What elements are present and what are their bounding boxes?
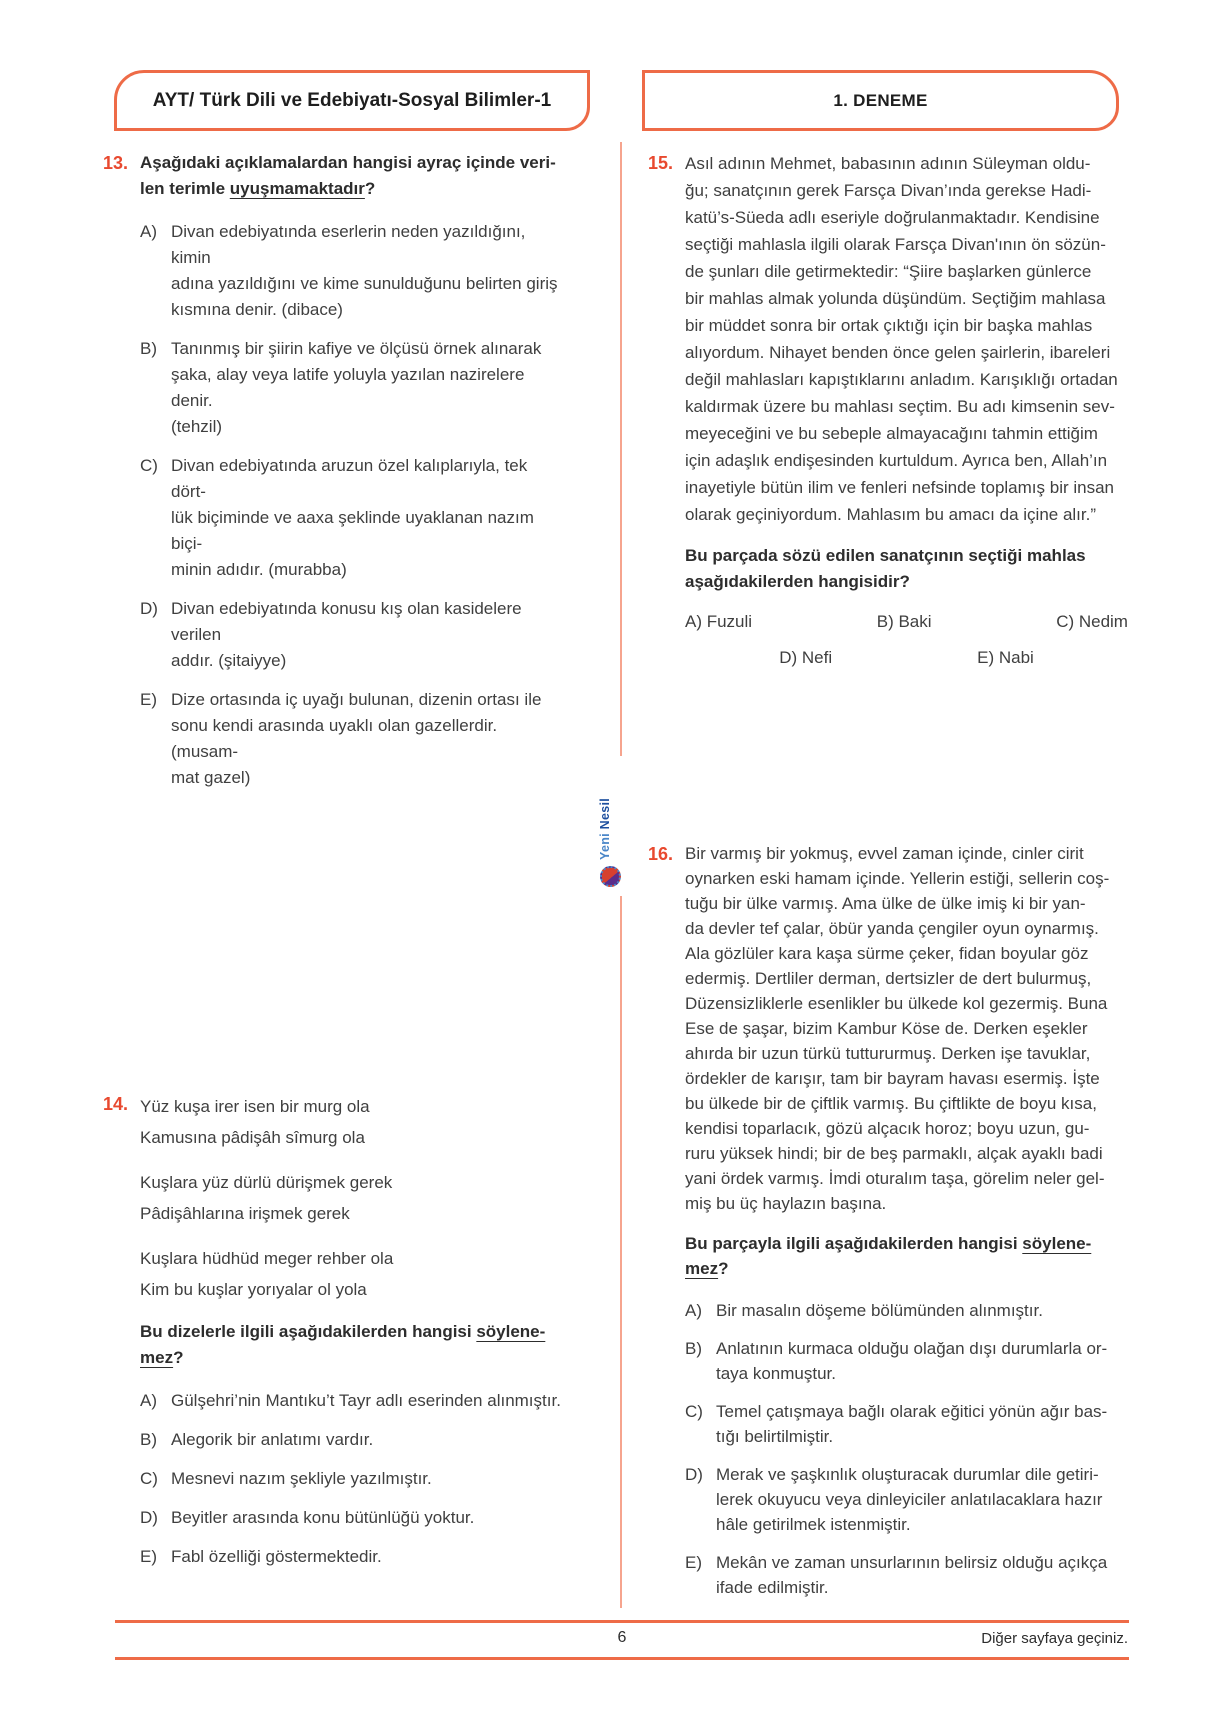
- footer-rule-top: [115, 1620, 1129, 1623]
- option-e: E) Fabl özelliği göstermektedir.: [140, 1547, 382, 1566]
- option-c: C) Divan edebiyatında aruzun özel kalıplarıyla, tek dört- lük biçiminde ve aaxa şeklinde uyaklanan nazım biçi- minin adıdır. (murabba): [140, 456, 534, 579]
- question-13-options: [140, 219, 565, 791]
- next-page-note: Diğer sayfaya geçiniz.: [981, 1630, 1128, 1647]
- option-c: C) Nedim: [1056, 612, 1128, 631]
- question-number: 13.: [103, 153, 129, 173]
- question-15: [648, 150, 1128, 671]
- question-16-passage: Bir varmış bir yokmuş, evvel zaman içinde, cinler cirit oynarken eski hamam içinde. Yellerin estiği, sellerin coş- tuğu bir ülke varmış. Ama ülke de ülke imiş ki bir yan- da devler tef çalar, öbür yanda çengiler oyun oynarmış. Ala gözlüler kara kaşa sürme çeker, fidan boyular göz edermiş. Dertliler derman, dertsizler de dert bulurmuş, Düzensizliklerle esenlikler bu ülkede kol gezermiş. Buna Ese de şaşar, bizim Kambur Köse de. Derken eşekler ahırda bir uzun türkü tuttururmuş. Derken işe tavuklar, ördekler de karışır, tam bir bayram havası esermiş. İşte bu ülkede bir de çiftlik varmış. Bu çiftlikte de boyu kısa, kendisi toparlacık, gözü alçacık horoz; boyu uzun, gu- ruru yüksek hindi; bir de beş parmaklı, alçak ayaklı badi yani ördek varmış. İmdi oturalım taşa, görelim neler gel- miş bu üç haylazın başına.: [685, 844, 1110, 1213]
- option-c: C) Mesnevi nazım şekliyle yazılmıştır.: [140, 1469, 432, 1488]
- option-e: E) Dize ortasında iç uyağı bulunan, dizenin ortası ile sonu kendi arasında uyaklı olan gazellerdir. (musam- mat gazel): [140, 690, 542, 787]
- right-column: [648, 150, 1128, 1600]
- option-d: D) Merak ve şaşkınlık oluşturacak durumlar dile getiri- lerek okuyucu veya dinleyiciler anlatılacaklara hazır hâle getirilmek istenmiştir.: [685, 1465, 1103, 1534]
- option-d: D) Nefi: [779, 648, 833, 667]
- question-15-options-row2: [685, 645, 1128, 671]
- option-b: B) Anlatının kurmaca olduğu olağan dışı durumlarla or- taya konmuştur.: [685, 1339, 1108, 1383]
- header-left-box: [114, 70, 590, 131]
- question-number: 15.: [648, 153, 674, 173]
- page-number: 6: [617, 1629, 627, 1646]
- question-number: 16.: [648, 844, 674, 864]
- question-16-options: [685, 1298, 1128, 1600]
- couplet-1: Yüz kuşa irer isen bir murg ola Kamusına pâdişâh sîmurg ola: [140, 1097, 370, 1147]
- question-13-stem: Aşağıdaki açıklamalardan hangisi ayraç içinde veri- len terimle uyuşmamaktadır?: [140, 153, 556, 198]
- option-a: A) Bir masalın döşeme bölümünden alınmıştır.: [685, 1301, 1043, 1320]
- question-14-options: [140, 1388, 565, 1570]
- question-number: 14.: [103, 1094, 129, 1114]
- publisher-logo-text: Yeni Nesil: [598, 797, 612, 860]
- option-b: B) Alegorik bir anlatımı vardır.: [140, 1430, 374, 1449]
- exam-section-title: AYT/ Türk Dili ve Edebiyatı-Sosyal Bilimler-1: [152, 89, 552, 111]
- question-14: [103, 1091, 565, 1570]
- underlined-term: söylene- mez: [140, 1322, 546, 1367]
- option-a: A) Fuzuli: [685, 612, 753, 631]
- publisher-logo-icon: [600, 866, 621, 887]
- option-b: B) Baki: [876, 612, 932, 631]
- question-15-options-row1: [685, 609, 1128, 635]
- option-e: E) Nabi: [977, 648, 1034, 667]
- couplet-3: Kuşlara hüdhüd meger rehber ola Kim bu kuşlar yorıyalar ol yola: [140, 1249, 394, 1299]
- left-column: [103, 150, 565, 1570]
- option-e: E) Mekân ve zaman unsurlarının belirsiz olduğu açıkça ifade edilmiştir.: [685, 1553, 1108, 1597]
- exam-trial-label: 1. DENEME: [833, 90, 928, 110]
- question-15-passage: Asıl adının Mehmet, babasının adının Süleyman oldu- ğu; sanatçının gerek Farsça Divan’ında gerekse Hadi- katü’s-Süeda adlı eseriyle doğrulanmaktadır. Kendisine seçtiği mahlasla ilgili olarak Farsça Divan'ının ön sözün- de şunları dile getirmektedir: “Şiire başlarken günlerce bir mahlas almak yolunda düşündüm. Seçtiğim mahlasa bir müddet sonra bir ortak çıktığı için bir başka mahlas alıyordum. Nihayet benden önce gelen şairlerin, ibareleri değil mahlasları kapıştıklarını anladım. Karışıklığı ortadan kaldırmak üzere bu mahlası seçtim. Bu adı kimsenin sev- meyeceğini ve bu sebeple almayacağını tahmin ettiğim için adaşlık endişesinden kurtuldum. Ayrıca ben, Allah’ın inayetiyle bütün ilim ve fenleri nefsinde toplamış bir insan olarak geçiniyordum. Mahlasım bu amacı da içine alır.”: [685, 154, 1118, 524]
- question-14-stem: Bu dizelerle ilgili aşağıdakilerden hangisi söylene- mez?: [140, 1322, 546, 1367]
- option-d: D) Divan edebiyatında konusu kış olan kasidelere verilen addır. (şitaiyye): [140, 599, 522, 670]
- couplet-2: Kuşlara yüz dürlü dürişmek gerek Pâdişâhlarına irişmek gerek: [140, 1173, 393, 1223]
- option-c: C) Temel çatışmaya bağlı olarak eğitici yönün ağır bas- tığı belirtilmiştir.: [685, 1402, 1108, 1446]
- question-16: [648, 841, 1128, 1600]
- underlined-term: uyuşmamaktadır: [229, 179, 365, 198]
- underlined-term: söylene- mez: [685, 1234, 1092, 1278]
- question-16-stem: Bu parçayla ilgili aşağıdakilerden hangisi söylene- mez?: [685, 1234, 1092, 1278]
- option-a: A) Gülşehri’nin Mantıku’t Tayr adlı eserinden alınmıştır.: [140, 1391, 561, 1410]
- question-15-stem: Bu parçada sözü edilen sanatçının seçtiği mahlas aşağıdakilerden hangisidir?: [685, 546, 1086, 591]
- option-b: B) Tanınmış bir şiirin kafiye ve ölçüsü örnek alınarak şaka, alay veya latife yoluyla yazılan nazirelere denir. (tehzil): [140, 339, 542, 436]
- header-right-box: [642, 70, 1119, 131]
- question-13: [103, 150, 565, 791]
- option-a: A) Divan edebiyatında eserlerin neden yazıldığını, kimin adına yazıldığını ve kime sunulduğunu belirten giriş kısmına denir. (dibace): [140, 222, 558, 319]
- footer-rule-bottom: [115, 1657, 1129, 1660]
- option-d: D) Beyitler arasında konu bütünlüğü yoktur.: [140, 1508, 475, 1527]
